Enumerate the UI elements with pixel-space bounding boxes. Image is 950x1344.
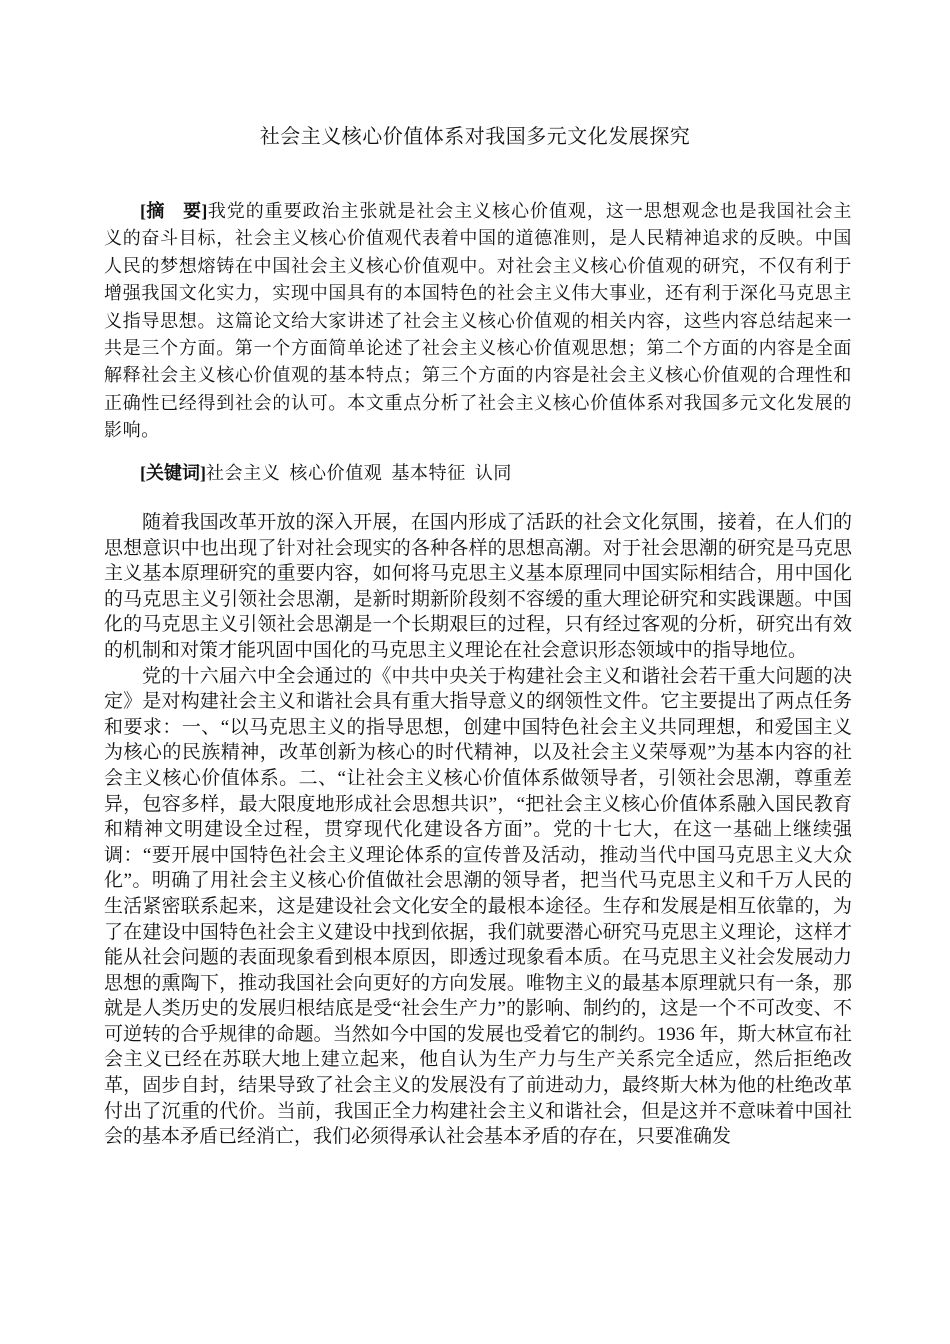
body-paragraph: 党的十六届六中全会通过的《中共中央关于构建社会主义和谐社会若干重大问题的决定》是对构建社会主义和谐社会具有重大指导意义的纲领性文件。它主要提出了两点任务和要求：一、“以马克思主义的指导思想，创建中国特色社会主义共同理想，和爱国主义为核心的民族精神，改革创新为核心的时代精神，以及社会主义荣辱观”为基本内容的社会主义核心价值体系。二、“让社会主义核心价值体系做领导者，引领社会思潮，尊重差异，包容多样，最大限度地形成社会思想共识”，“把社会主义核心价值体系融入国民教育和精神文明建设全过程，贯穿现代化建设各方面”。党的十七大，在这一基础上继续强调：“要开展中国特色社会主义理论体系的宣传普及活动，推动当代中国马克思主义大众化”。明确了用社会主义核心价值做社会思潮的领导者，把当代马克思主义和千万人民的生活紧密联系起来，这是建设社会文化安全的最根本途径。生存和发展是相互依靠的，为了在建设中国特色社会主义建设中找到依据，我们就要潜心研究马克思主义理论，这样才能从社会问题的表面现象看到根本原因，即透过现象看本质。在马克思主义社会发展动力思想的熏陶下，推动我国社会向更好的方向发展。唯物主义的最基本原理就只有一条，那就是人类历史的发展归根结底是受“社会生产力”的影响、制约的，这是一个不可改变、不可逆转的合乎规律的命题。当然如今中国的发展也受着它的制约。1936 年，斯大林宣布社会主义已经在苏联大地上建立起来，他自认为生产力与生产关系完全适应，然后拒绝改革，固步自封，结果导致了社会主义的发展没有了前进动力，最终斯大林为他的杜绝改革付出了沉重的代价。当前，我国正全力构建社会主义和谐社会，但是这并不意味着中国社会的基本矛盾已经消亡，我们必须得承认社会基本矛盾的存在，只要准确发 — [104, 665, 852, 1148]
keywords — [104, 460, 852, 487]
keyword: 社会主义 — [206, 463, 281, 484]
keyword: 认同 — [474, 463, 513, 484]
page-title: 社会主义核心价值体系对我国多元文化发展探究 — [259, 124, 691, 148]
body-text — [104, 510, 852, 1150]
abstract-label: [摘 要] — [140, 201, 208, 221]
keyword: 核心价值观 — [289, 463, 383, 484]
abstract-text: 我党的重要政治主张就是社会主义核心价值观，这一思想观念也是我国社会主义的奋斗目标，社会主义核心价值观代表着中国的道德准则，是人民精神追求的反映。中国人民的梦想熔铸在中国社会主义核心价值观中。对社会主义核心价值观的研究，不仅有利于增强我国文化实力，实现中国具有的本国特色的社会主义伟大事业，还有利于深化马克思主义指导思想。这篇论文给大家讲述了社会主义核心价值观的相关内容，这些内容总结起来一共是三个方面。第一个方面简单论述了社会主义核心价值观思想；第二个方面的内容是全面解释社会主义核心价值观的基本特点；第三个方面的内容是社会主义核心价值观的合理性和正确性已经得到社会的认可。本文重点分析了社会主义核心价值体系对我国多元文化发展的影响。 — [104, 201, 852, 442]
abstract — [104, 198, 852, 445]
body-paragraph: 随着我国改革开放的深入开展，在国内形成了活跃的社会文化氛围，接着，在人们的思想意识中也出现了针对社会现实的各种各样的思想高潮。对于社会思潮的研究是马克思主义基本原理研究的重要内容，如何将马克思主义基本原理同中国实际相结合，用中国化的马克思主义引领社会思潮，是新时期新阶段刻不容缓的重大理论研究和实践课题。中国化的马克思主义引领社会思潮是一个长期艰巨的过程，只有经过客观的分析，研究出有效的机制和对策才能巩固中国化的马克思主义理论在社会意识形态领域中的指导地位。 — [104, 512, 852, 661]
keywords-label: [关键词] — [140, 463, 206, 483]
keyword: 基本特征 — [391, 463, 466, 484]
